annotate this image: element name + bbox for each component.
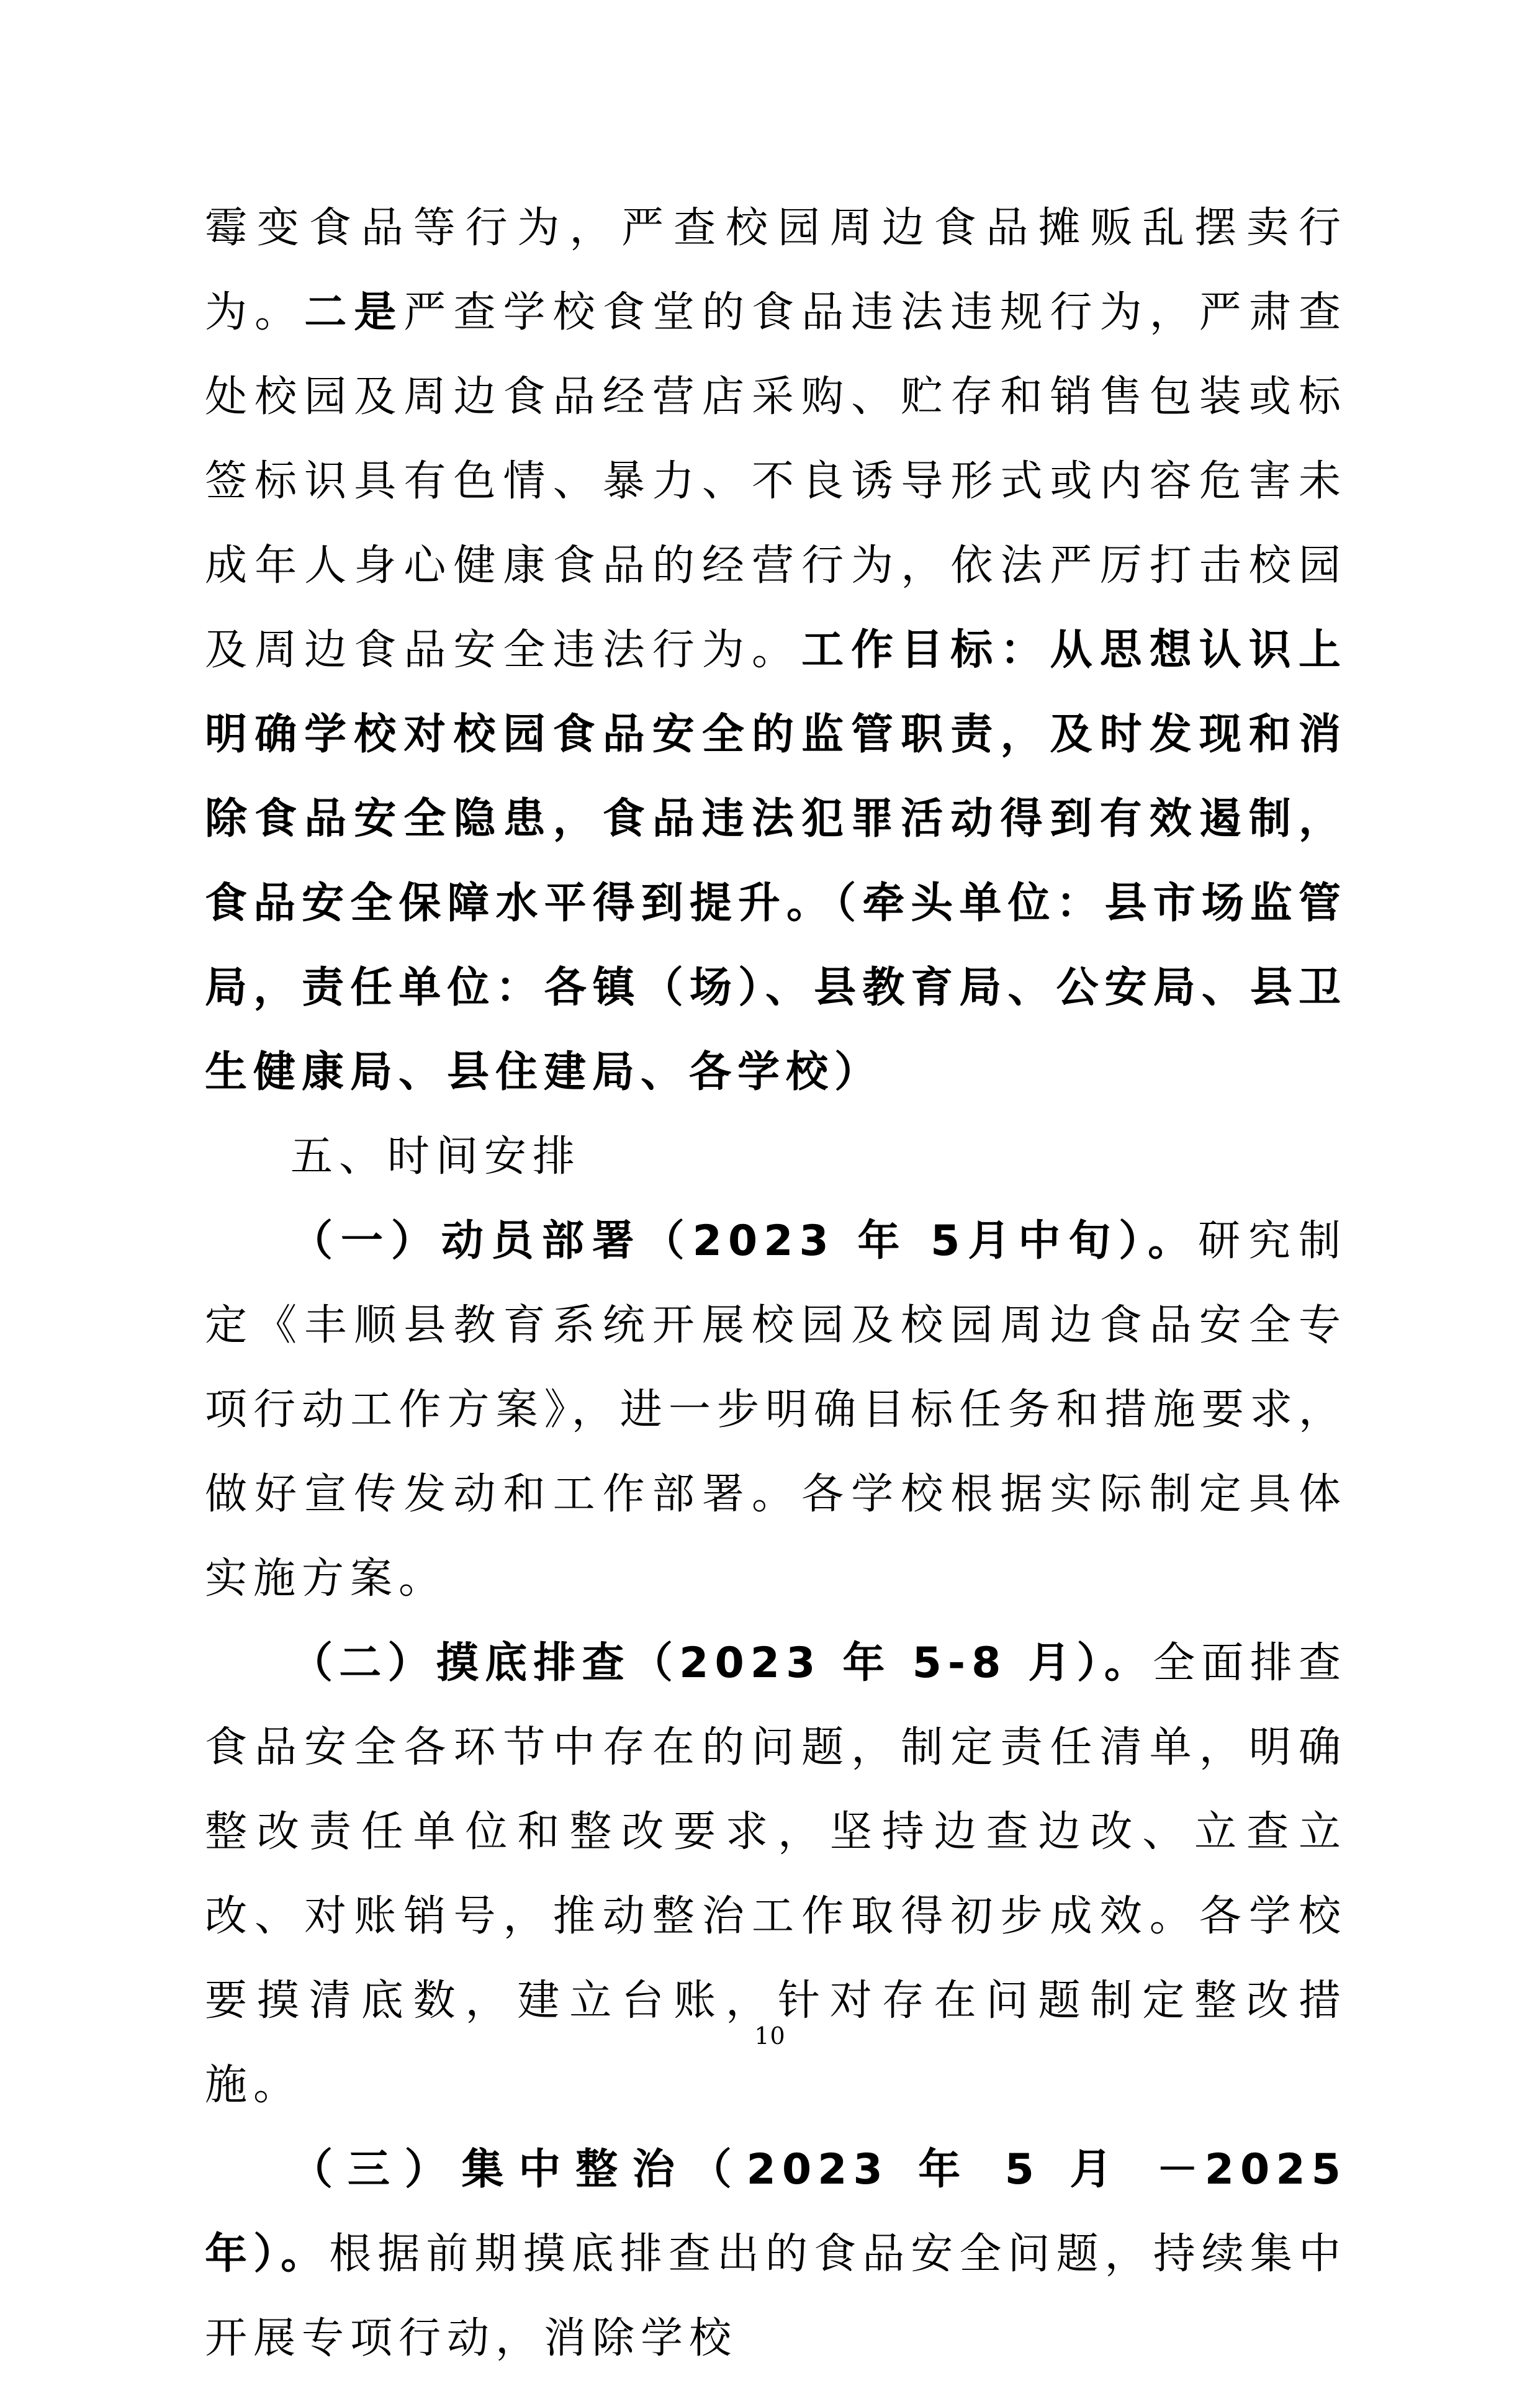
paragraph-text: 研究制定《丰顺县教育系统开展校园及校园周边食品安全专项行动工作方案》，进一步明确目标任务和措施要求，做好宣传发动和工作部署。各学校根据实际制定具体实施方案。: [205, 1217, 1347, 1603]
paragraph-text: 根据前期摸底排查出的食品安全问题，持续集中开展专项行动，消除学校: [205, 2230, 1347, 2363]
paragraph-text: 严查学校食堂的食品违法违规行为，严肃查处校园及周边食品经营店采购、贮存和销售包装或标签标识具有色情、暴力、不良诱导形式或内容危害未成年人身心健康食品的经营行为，依法严厉打击校园及周边食品安全违法行为。: [205, 288, 1347, 675]
subheading-bold: （一）动员部署（2023 年 5月中旬）。: [290, 1217, 1199, 1266]
paragraph-mobilization: [205, 1199, 1347, 1621]
subheading-bold: （二）摸底排查（2023 年 5-8 月）。: [290, 1639, 1153, 1688]
bold-marker: 二是: [304, 288, 404, 337]
subheading-bold: （三）集中整治（2023 年 5 月 －2025 年）。: [205, 2145, 1347, 2279]
page-number: 10: [754, 2022, 786, 2050]
body-text: [205, 186, 1347, 2381]
paragraph-text: 霉变食品等行为，严查校园周边食品摊贩乱摆卖行为。: [205, 204, 1347, 337]
paragraph-text: 全面排查食品安全各环节中存在的问题，制定责任清单，明确整改责任单位和整改要求，坚持边查边改、立查立改、对账销号，推动整治工作取得初步成效。各学校要摸清底数，建立台账，针对存在问题制定整改措施。: [205, 1639, 1347, 2110]
paragraph-continued: [205, 186, 1347, 1115]
paragraph-investigation: [205, 1621, 1347, 2128]
paragraph-rectification: [205, 2128, 1347, 2381]
work-goal-bold: 工作目标：从思想认识上明确学校对校园食品安全的监管职责，及时发现和消除食品安全隐患，食品违法犯罪活动得到有效遏制，食品安全保障水平得到提升。（牵头单位：县市场监管局，责任单位：各镇（场）、县教育局、公安局、县卫生健康局、县住建局、各学校）: [205, 626, 1347, 1097]
section-heading: 五、时间安排: [290, 1132, 582, 1181]
